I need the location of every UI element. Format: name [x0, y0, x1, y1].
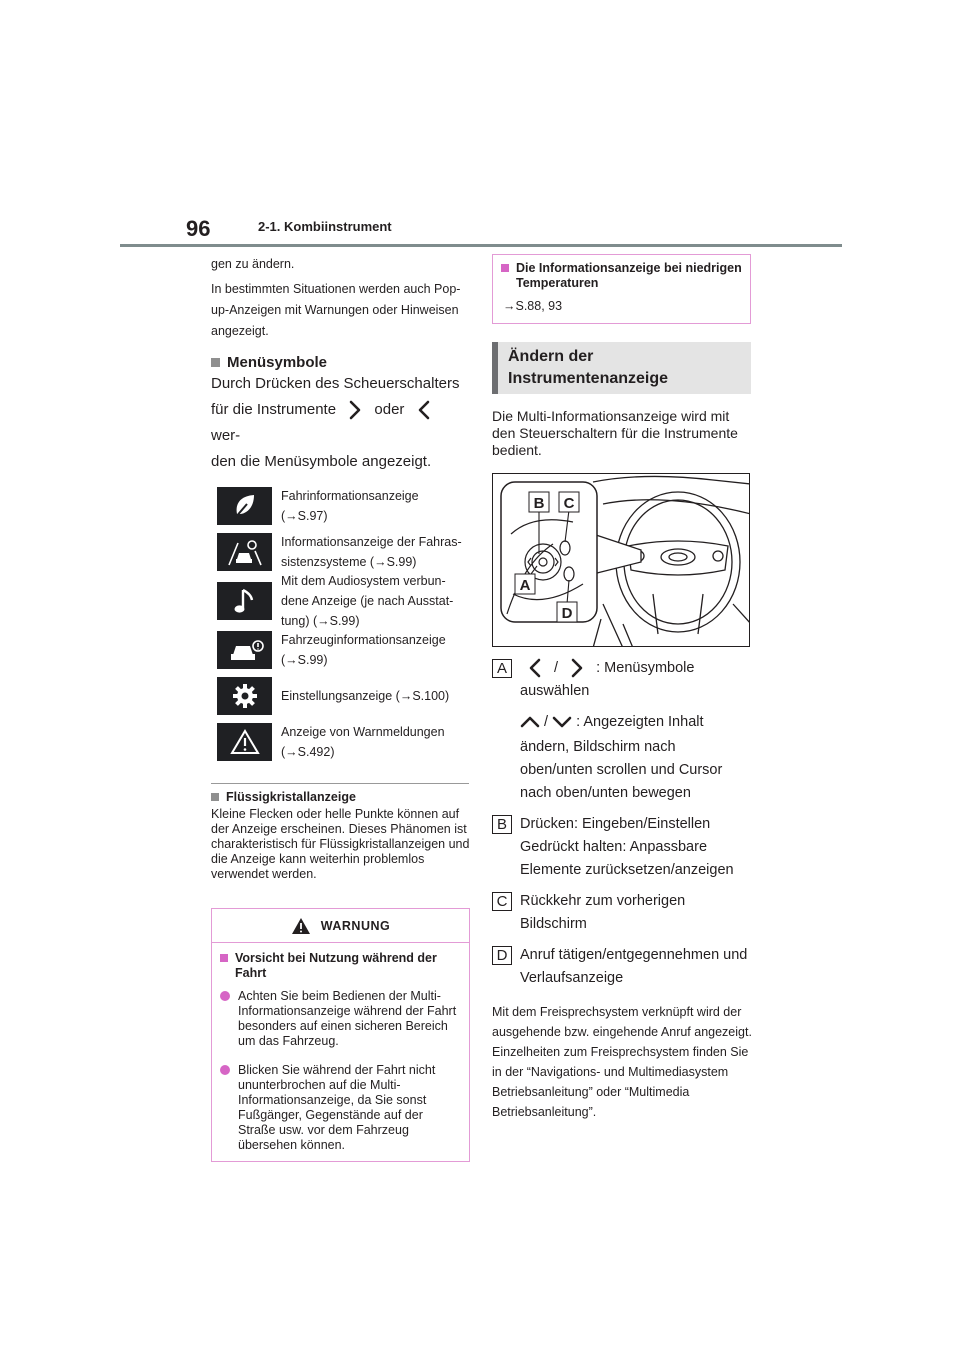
menu-symbol-table [211, 483, 471, 765]
bullet-square [211, 358, 220, 367]
bullet-square [211, 793, 219, 801]
continued-text: gen zu ändern. [211, 257, 295, 271]
definition-b: B Drücken: Eingeben/Einstellen Gedrückt halten: Anpassbare Elemente zurücksetzen/anzeigen [492, 813, 752, 882]
page-number: 96 [186, 216, 211, 241]
bullet-dot [220, 1065, 230, 1075]
bullet-dot [220, 991, 230, 1001]
definition-a: A / : Menüsymbole auswählen [492, 657, 752, 703]
menu-row: Informationsanzeige der Fahras- sistenzsysteme (→S.99) [211, 529, 471, 575]
label-d: D [492, 946, 512, 965]
menu-row: Fahrzeuginformationsanzeige (→S.99) [211, 627, 471, 673]
leaf-icon [217, 487, 272, 525]
diagram-label-a: A [519, 577, 531, 594]
section-divider [211, 783, 469, 784]
music-note-icon [217, 582, 272, 620]
lcd-text: Kleine Flecken oder helle Punkte können auf der Anzeige erscheinen. Dieses Phänomen ist charakteristisch für Flüssigkristallanzeigen und die Anzeige kann weiterhin problemlos verwendet werden. [211, 807, 470, 881]
menu-intro-3: den die Menüsymbole angezeigt. [211, 453, 432, 470]
steering-switch-diagram [492, 473, 750, 647]
bullet-square [220, 954, 228, 962]
chevron-right-icon [344, 400, 366, 420]
definition-c: C Rückkehr zum vorherigen Bildschirm [492, 890, 752, 936]
chevron-left-icon [524, 658, 546, 678]
info-heading: Die Informationsanzeige bei niedrigen Temperaturen [501, 261, 742, 291]
diagram-label-b: B [533, 495, 545, 512]
popup-text: In bestimmten Situationen werden auch Pop-up-Anzeigen mit Warnungen oder Hinweisen angezeigt. [211, 282, 461, 338]
warning-item: Blicken Sie während der Fahrt nicht ununterbrochen auf die Multi-Informationsanzeige, da Sie sonst Fußgänger, Gegenstände auf der Straße usw. vor dem Fahrzeug übersehen können. [220, 1063, 461, 1153]
menu-intro-1: Durch Drücken des Scheuerschalters [211, 375, 460, 392]
section-title: Ändern der Instrumentenanzeige [492, 342, 751, 394]
warning-box [211, 908, 470, 1162]
label-a: A [492, 659, 512, 678]
left-column [211, 254, 471, 1162]
diagram-label-c: C [563, 495, 575, 512]
steering-wheel-illustration [493, 474, 750, 647]
menu-heading: Menüsymbole [211, 354, 471, 371]
header-rule [120, 244, 842, 247]
warning-item: Achten Sie beim Bedienen der Multi-Informationsanzeige während der Fahrt besonders auf einen sicheren Bereich um das Fahrzeug. [220, 989, 461, 1049]
info-box [492, 254, 751, 324]
menu-row: Fahrinformationsanzeige (→S.97) [211, 483, 471, 529]
handsfree-note: Mit dem Freisprechsystem verknüpft wird der ausgehende bzw. eingehende Anruf angezeigt. Einzelheiten zum Freisprechsystem finden Sie in der “Navigations- und Multimediasystem Betriebsanleitung” oder “Multimedia Betriebsanleitung”. [492, 1005, 752, 1119]
menu-row: Anzeige von Warnmeldungen (→S.492) [211, 719, 471, 765]
definition-d: D Anruf tätigen/entgegennehmen und Verlaufsanzeige [492, 944, 752, 990]
chevron-down-icon [552, 712, 572, 732]
warning-subheading: Vorsicht bei Nutzung während der Fahrt [220, 951, 461, 981]
gear-icon [217, 677, 272, 715]
warning-title: WARNUNG [212, 909, 469, 943]
chevron-right-icon [566, 658, 588, 678]
chevron-up-icon [520, 712, 540, 732]
diagram-label-d: D [561, 605, 573, 622]
label-c: C [492, 892, 512, 911]
right-column [492, 254, 752, 1122]
driving-assist-icon [217, 533, 272, 571]
menu-row: Mit dem Audiosystem verbun- dene Anzeige (je nach Ausstat- tung) (→S.99) [211, 575, 471, 627]
lcd-heading: Flüssigkristallanzeige [211, 790, 471, 804]
menu-row: Einstellungsanzeige (→S.100) [211, 673, 471, 719]
warning-icon [291, 917, 311, 935]
definition-a-updown-cont: ändern, Bildschirm nach oben/unten scrollen und Cursor nach oben/unten bewegen [520, 739, 723, 801]
definition-a-updown: / : Angezeigten Inhalt [520, 711, 752, 734]
warning-triangle-icon [217, 723, 272, 761]
info-ref: →S.88, 93 [503, 299, 563, 313]
intro-text: Die Multi-Informationsanzeige wird mit den Steuerschaltern für die Instrumente bedient. [492, 408, 738, 458]
chevron-left-icon [413, 400, 435, 420]
label-b: B [492, 815, 512, 834]
bullet-square [501, 264, 509, 272]
vehicle-info-icon [217, 631, 272, 669]
chapter-title: 2-1. Kombiinstrument [258, 219, 392, 234]
menu-intro-2: für die Instrumente oder wer- [211, 397, 471, 449]
